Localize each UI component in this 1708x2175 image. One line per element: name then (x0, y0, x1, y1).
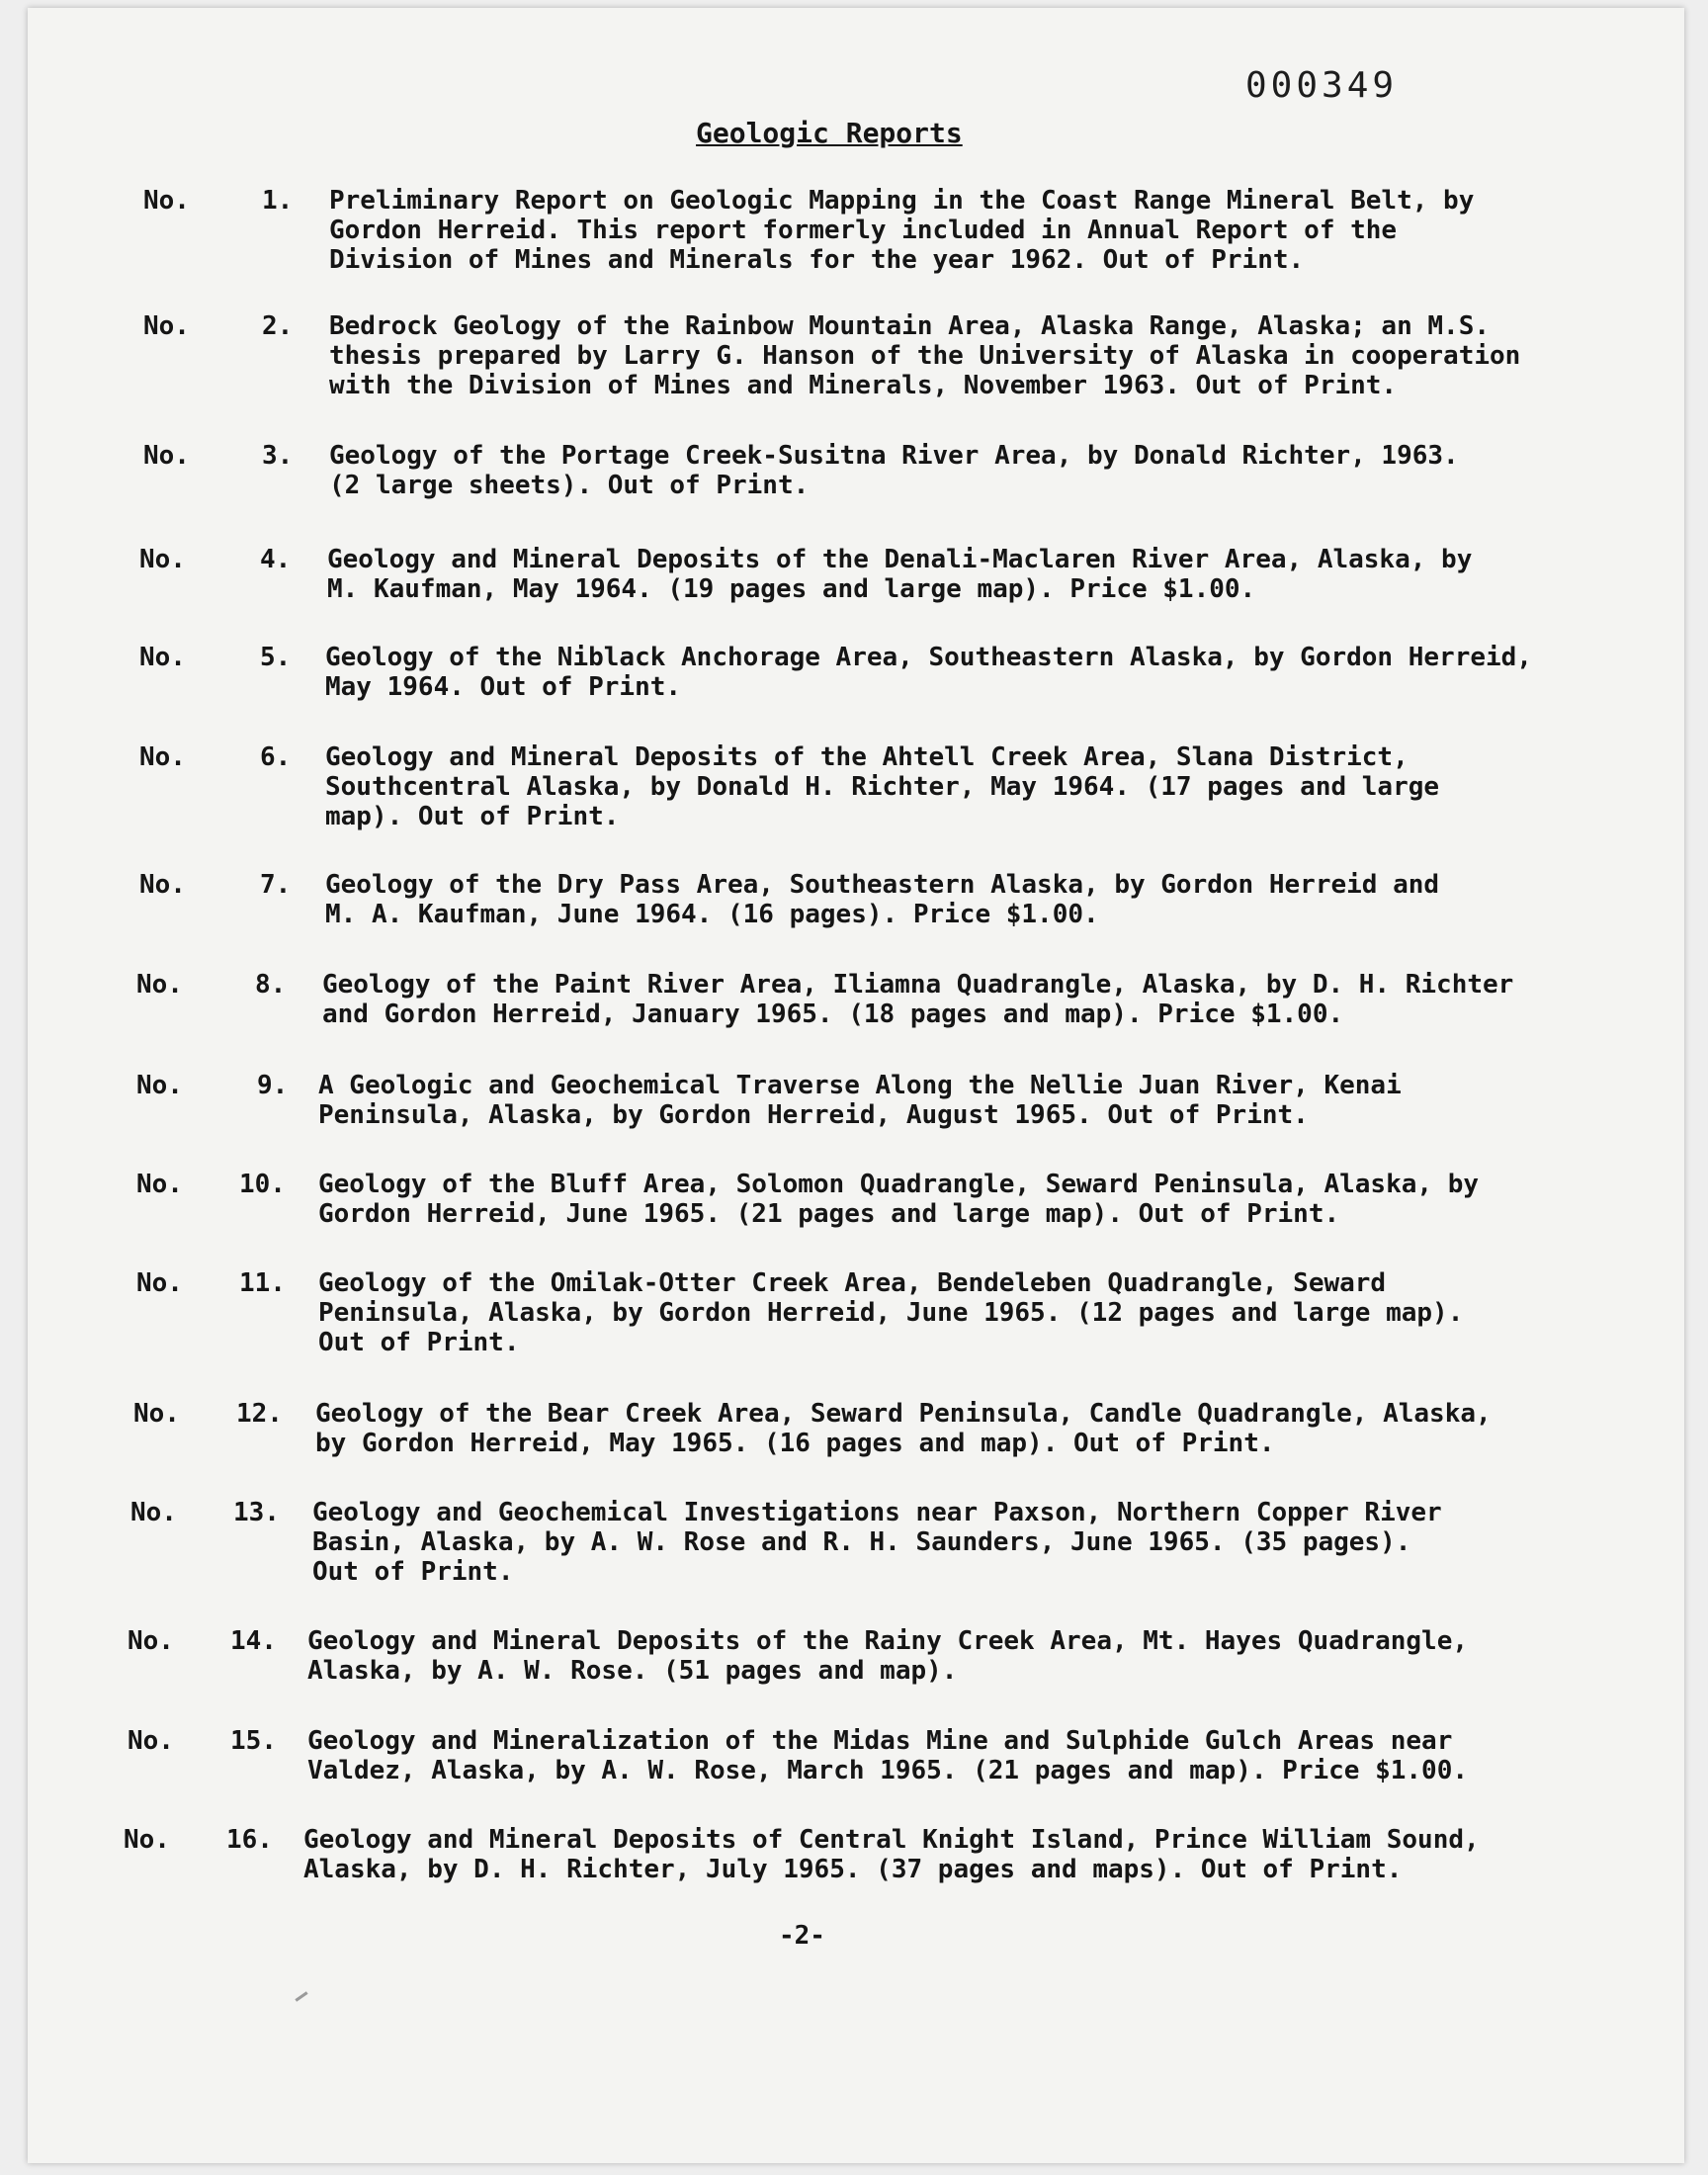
entry-number: 7. (260, 870, 292, 900)
entry-label: No. (143, 441, 190, 471)
entry-number: 16. (226, 1825, 273, 1855)
entry-number: 15. (230, 1726, 277, 1756)
entry-text: A Geologic and Geochemical Traverse Along the Nellie Juan River, Kenai Peninsula, Alaska, by Gordon Herreid, August 1965. Out of Print. (318, 1071, 1402, 1130)
entry-number: 3. (262, 441, 294, 471)
entry-number: 5. (260, 643, 292, 672)
entry-text: Bedrock Geology of the Rainbow Mountain Area, Alaska Range, Alaska; an M.S. thesis prepared by Larry G. Hanson of the University of Alaska in cooperation with the Division of Mines and Minerals, November 1963. Out of Print. (329, 311, 1521, 400)
entry-number: 8. (255, 970, 287, 1000)
entry-label: No. (143, 186, 190, 216)
entry-label: No. (124, 1825, 170, 1855)
entry-text: Geology and Mineral Deposits of the Ahtell Creek Area, Slana District, Southcentral Alaska, by Donald H. Richter, May 1964. (17 pages and large map). Out of Print. (325, 742, 1440, 831)
entry-label: No. (139, 643, 186, 672)
entry-label: No. (128, 1626, 174, 1656)
entry-text: Geology of the Niblack Anchorage Area, Southeastern Alaska, by Gordon Herreid, May 1964. Out of Print. (325, 643, 1532, 702)
page-footer-number: -2- (779, 1921, 825, 1951)
entry-text: Geology and Mineral Deposits of the Rainy Creek Area, Mt. Hayes Quadrangle, Alaska, by A. W. Rose. (51 pages and map). (307, 1626, 1468, 1686)
entry-number: 14. (230, 1626, 277, 1656)
entry-number: 2. (262, 311, 294, 341)
entry-text: Geology and Geochemical Investigations near Paxson, Northern Copper River Basin, Alaska, by A. W. Rose and R. H. Saunders, June 1965. (35 pages). Out of Print. (312, 1498, 1442, 1587)
entry-number: 10. (239, 1170, 286, 1199)
entry-number: 12. (236, 1399, 283, 1429)
entry-label: No. (136, 1170, 183, 1199)
entry-text: Geology of the Portage Creek-Susitna River Area, by Donald Richter, 1963. (2 large sheets). Out of Print. (329, 441, 1459, 500)
entry-label: No. (136, 1268, 183, 1298)
entry-label: No. (128, 1726, 174, 1756)
entry-label: No. (139, 870, 186, 900)
entry-number: 1. (262, 186, 294, 216)
entry-label: No. (139, 742, 186, 772)
entry-text: Geology of the Bear Creek Area, Seward Peninsula, Candle Quadrangle, Alaska, by Gordon Herreid, May 1965. (16 pages and map). Out of Print. (315, 1399, 1492, 1458)
entry-text: Geology of the Bluff Area, Solomon Quadrangle, Seward Peninsula, Alaska, by Gordon Herreid, June 1965. (21 pages and large map). Out of Print. (318, 1170, 1479, 1229)
entry-label: No. (133, 1399, 180, 1429)
entry-label: No. (143, 311, 190, 341)
entry-text: Geology and Mineral Deposits of Central Knight Island, Prince William Sound, Alaska, by D. H. Richter, July 1965. (37 pages and maps). Out of Print. (303, 1825, 1480, 1884)
entry-number: 13. (233, 1498, 280, 1527)
entry-text: Geology and Mineral Deposits of the Denali-Maclaren River Area, Alaska, by M. Kaufman, May 1964. (19 pages and large map). Price $1.00. (327, 545, 1473, 604)
entry-label: No. (139, 545, 186, 574)
document-page (28, 8, 1684, 2163)
entry-number: 11. (239, 1268, 286, 1298)
entry-text: Preliminary Report on Geologic Mapping in the Coast Range Mineral Belt, by Gordon Herreid. This report formerly included in Annual Report of the Division of Mines and Minerals for the year 1962. Out of Print. (329, 186, 1475, 275)
entry-text: Geology and Mineralization of the Midas Mine and Sulphide Gulch Areas near Valdez, Alaska, by A. W. Rose, March 1965. (21 pages and map). Price $1.00. (307, 1726, 1468, 1785)
entry-text: Geology of the Omilak-Otter Creek Area, Bendeleben Quadrangle, Seward Peninsula, Alaska, by Gordon Herreid, June 1965. (12 pages and large map). Out of Print. (318, 1268, 1464, 1357)
entry-label: No. (136, 1071, 183, 1100)
entry-number: 9. (257, 1071, 289, 1100)
page-number: 000349 (1245, 65, 1399, 106)
page-title: Geologic Reports (696, 117, 963, 149)
entry-text: Geology of the Paint River Area, Iliamna Quadrangle, Alaska, by D. H. Richter and Gordon Herreid, January 1965. (18 pages and map). Price $1.00. (322, 970, 1514, 1029)
entry-number: 4. (260, 545, 292, 574)
pencil-mark (295, 1991, 307, 2001)
entry-text: Geology of the Dry Pass Area, Southeastern Alaska, by Gordon Herreid and M. A. Kaufman, June 1964. (16 pages). Price $1.00. (325, 870, 1440, 929)
entry-label: No. (136, 970, 183, 1000)
entry-number: 6. (260, 742, 292, 772)
entry-label: No. (130, 1498, 177, 1527)
